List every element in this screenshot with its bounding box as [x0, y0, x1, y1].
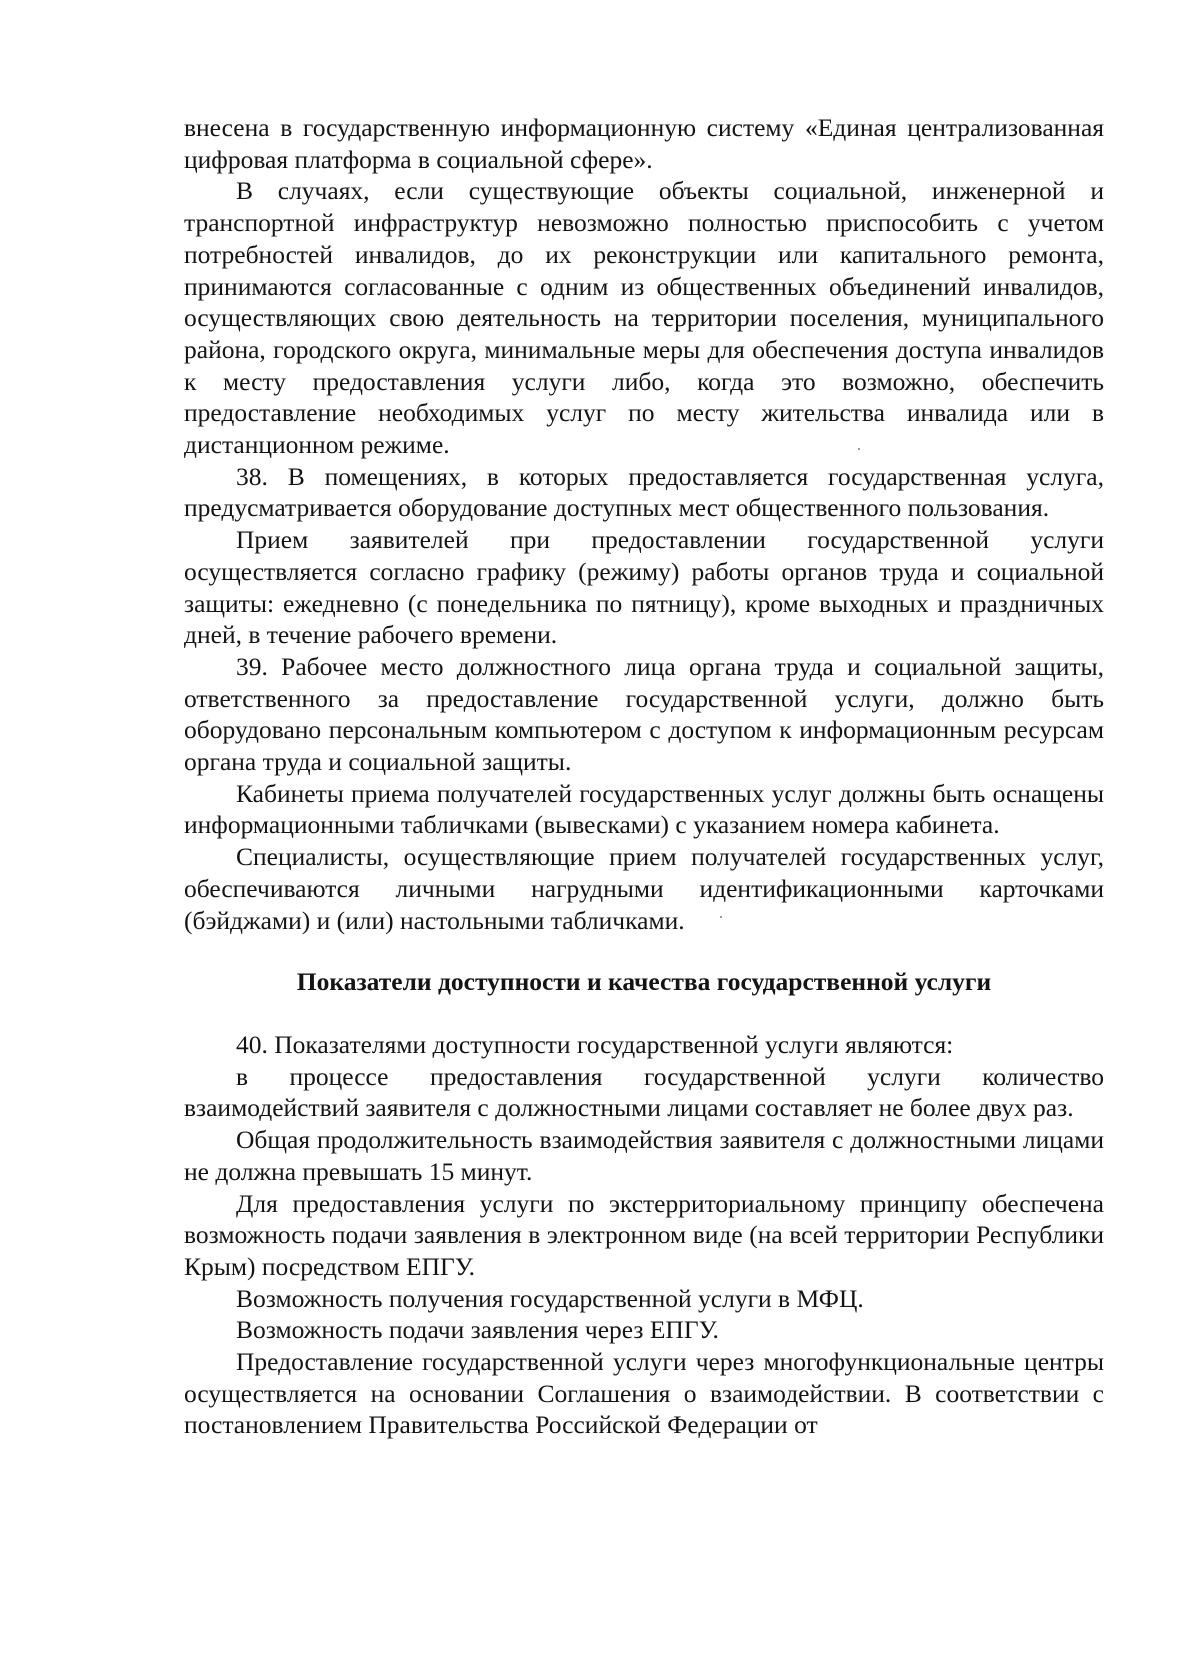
paragraph-epgu: Возможность подачи заявления через ЕПГУ.	[236, 1315, 719, 1345]
paragraph-duration: Общая продолжительность взаимодействия заявителя с должностными лицами не должна превышать 15 минут.	[184, 1125, 1104, 1186]
paragraph-exterritorial: Для предоставления услуги по экстерриториальному принципу обеспечена возможность подачи заявления в электронном виде (на всей территории Республики Крым) посредством ЕПГУ.	[184, 1188, 1104, 1281]
paragraph-40: 40. Показателями доступности государственной услуги являются:	[236, 1029, 954, 1059]
scan-artifact	[858, 448, 860, 450]
section-heading: Показатели доступности и качества государственной услуги	[296, 967, 992, 997]
paragraph-specialists: Специалисты, осуществляющие прием получателей государственных услуг, обеспечиваются личными нагрудными идентификационными карточками (бэйджами) и (или) настольными табличками.	[184, 842, 1104, 935]
scan-artifact	[720, 916, 722, 918]
paragraph-mfc: Возможность получения государственной услуги в МФЦ.	[236, 1283, 864, 1313]
paragraph-mfc-agreement: Предоставление государственной услуги через многофункциональные центры осуществляется на основании Соглашения о взаимодействии. В соответствии с постановлением Правительства Российской Федерации от	[184, 1347, 1104, 1440]
paragraph-interactions-count: в процессе предоставления государственной услуги количество взаимодействий заявителя с должностными лицами составляет не более двух раз.	[184, 1061, 1104, 1123]
paragraph-infrastructure: В случаях, если существующие объекты социальной, инженерной и транспортной инфраструктур невозможно полностью приспособить с учетом потребностей инвалидов, до их реконструкции или капитального ремонта, принимаются согласованные с одним из общественных объединений инвалидов, осуществляющих свою деятельность на территории поселения, муниципального района, городского округа, минимальные меры для обеспечения доступа инвалидов к месту предоставления услуги либо, когда это возможно, обеспечить предоставление необходимых услуг по месту жительства инвалида или в дистанционном режиме.	[184, 176, 1104, 460]
paragraph-cabinets: Кабинеты приема получателей государственных услуг должны быть оснащены информационными табличками (вывесками) с указанием номера кабинета.	[184, 778, 1104, 840]
paragraph-reception-schedule: Прием заявителей при предоставлении государственной услуги осуществляется согласно графику (режиму) работы органов труда и социальной защиты: ежедневно (с понедельника по пятницу), кроме выходных и праздничных дней, в течение рабочего времени.	[184, 525, 1104, 650]
paragraph-39: 39. Рабочее место должностного лица органа труда и социальной защиты, ответственного за предоставление государственной услуги, должно быть оборудовано персональным компьютером с доступом к информационным ресурсам органа труда и социальной защиты.	[184, 651, 1104, 777]
document-body	[184, 112, 1104, 1441]
paragraph-continuation: внесена в государственную информационную систему «Единая централизованная цифровая платформа в социальной сфере».	[184, 113, 1104, 174]
paragraph-38: 38. В помещениях, в которых предоставляется государственная услуга, предусматривается оборудование доступных мест общественного пользования.	[184, 461, 1104, 523]
